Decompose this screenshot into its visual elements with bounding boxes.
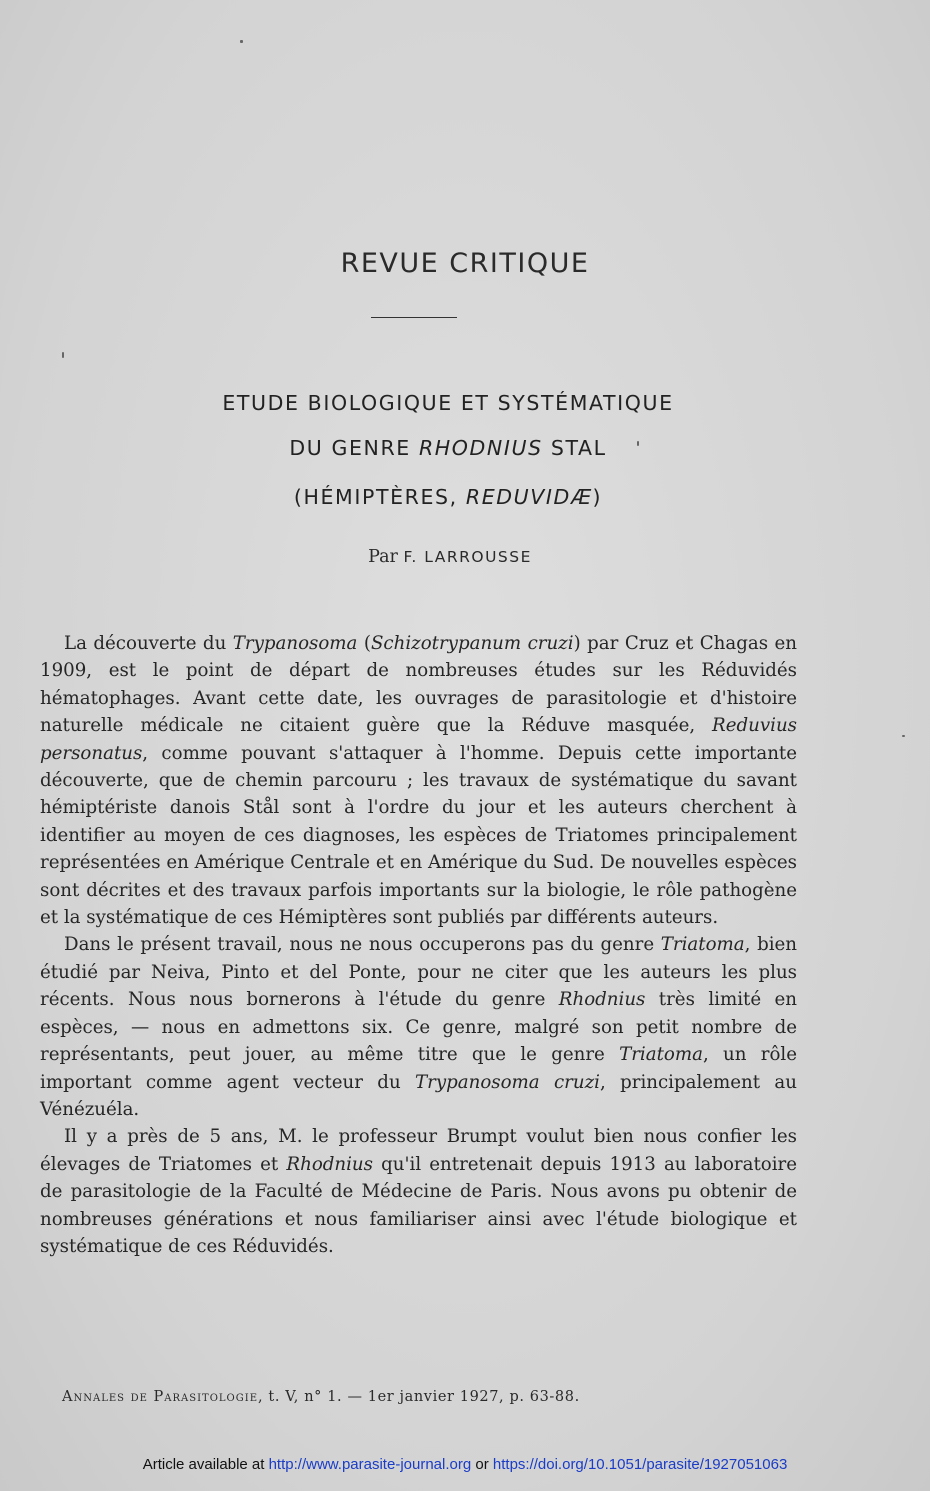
- author-name: F. LARROUSSE: [403, 548, 532, 566]
- italic-term: Schizotrypanum cruzi: [370, 633, 574, 654]
- italic-term: Reduvius personatus: [40, 715, 797, 764]
- italic-term: Rhodnius: [558, 989, 646, 1011]
- journal-link[interactable]: http://www.parasite-journal.org: [268, 1456, 472, 1473]
- body-paragraph: [40, 931, 797, 1123]
- paragraph-text: La découverte du: [64, 633, 233, 654]
- italic-term: Rhodnius: [286, 1153, 373, 1175]
- paragraph-text: Dans le présent travail, nous ne nous occuperons pas du genre: [64, 934, 661, 956]
- paragraph-text: ) par Cruz et Chagas en 1909, est le point de départ de nombreuses études sur les Réduvidés hématophages. Avant cette date, les ouvrages de parasitologie et d'histoire naturelle médicale ne citaient guère que la Réduve masquée,: [40, 633, 797, 737]
- title-text: ): [592, 485, 603, 509]
- scan-speck: [240, 40, 243, 43]
- body-paragraph: [40, 1123, 797, 1260]
- paragraph-text: , un rôle important comme agent vecteur du: [40, 1044, 797, 1093]
- author-prefix: Par: [368, 547, 404, 567]
- italic-term: Triatoma: [660, 934, 745, 956]
- paragraph-text: très limité en espèces, — nous en admettons six. Ce genre, malgré son petit nombre de représentants, peut jouer, au même titre que le genre: [40, 989, 797, 1066]
- citation-details: , t. V, n° 1. — 1er janvier 1927, p. 63-88.: [258, 1389, 580, 1405]
- paragraph-text: , comme pouvant s'attaquer à l'homme. Depuis cette importante découverte, que de chemin parcouru ; les travaux de systématique du savant hémiptériste danois Stål sont à l'ordre du jour et les auteurs cherchent à identifier au moyen de ces diagnoses, les espèces de Triatomes principalement représentées en Amérique Centrale et en Amérique du Sud. De nouvelles espèces sont décrites et des travaux parfois importants sur la biologie, le rôle pathogène et la systématique de ces Hémiptères sont publiés par différents auteurs.: [40, 742, 797, 929]
- journal-citation: [62, 1389, 782, 1405]
- italic-term: Trypanosoma cruzi: [415, 1071, 600, 1093]
- title-rule: [371, 317, 457, 318]
- italic-term: Trypanosoma: [232, 633, 358, 654]
- title-family: REDUVIDÆ: [465, 485, 593, 509]
- title-text: (HÉMIPTÈRES,: [293, 485, 466, 509]
- italic-term: Triatoma: [619, 1044, 703, 1066]
- article-footer: [0, 1456, 930, 1473]
- paragraph-text: qu'il entretenait depuis 1913 au laboratoire de parasitologie de la Faculté de Médecine de Paris. Nous avons pu obtenir de nombreuses générations et nous familiariser ainsi avec l'étude biologique et systématique de ces Réduvidés.: [40, 1153, 797, 1257]
- doi-link[interactable]: https://doi.org/10.1051/parasite/1927051063: [492, 1456, 788, 1473]
- paragraph-text: , principalement au Vénézuéla.: [40, 1071, 797, 1120]
- scan-speck: [902, 735, 905, 737]
- title-text: STAL: [542, 436, 607, 460]
- body-paragraph: [40, 630, 797, 931]
- footer-prefix: Article available at: [142, 1456, 269, 1473]
- article-body: [40, 630, 797, 1260]
- author-line: [0, 547, 915, 567]
- paragraph-text: , bien étudié par Neiva, Pinto et del Ponte, pour ne citer que les auteurs les plus récents. Nous nous bornerons à l'étude du genre: [40, 934, 798, 1011]
- footer-middle: or: [471, 1456, 493, 1473]
- section-heading: REVUE CRITIQUE: [340, 248, 590, 279]
- paragraph-text: Il y a près de 5 ans, M. le professeur Brumpt voulut bien nous confier les élevages de Triatomes et: [40, 1126, 797, 1175]
- journal-name: Annales de Parasitologie: [62, 1389, 258, 1405]
- paragraph-text: (: [357, 633, 371, 654]
- scan-speck: [62, 352, 64, 358]
- title-text: DU GENRE: [289, 436, 419, 460]
- article-title-line-1: ETUDE BIOLOGIQUE ET SYSTÉMATIQUE: [222, 391, 674, 415]
- article-title-line-2: [0, 436, 913, 460]
- title-genus: RHODNIUS: [418, 436, 543, 460]
- article-title-line-3: [0, 485, 913, 509]
